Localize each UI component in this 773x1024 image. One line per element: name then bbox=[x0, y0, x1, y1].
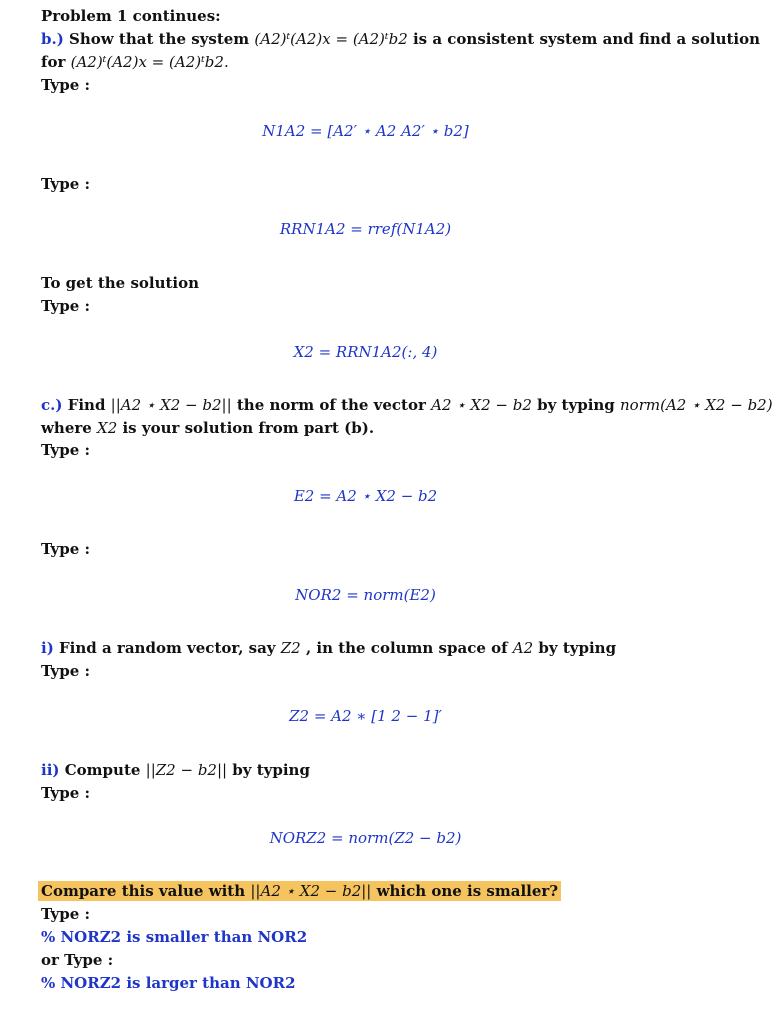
type-label: Type : bbox=[41, 905, 91, 923]
part-b-label: b.) bbox=[41, 30, 64, 48]
part-b-text-post: is a consistent system and find a solution bbox=[407, 30, 761, 48]
part-c-label: c.) bbox=[41, 396, 63, 414]
type-label: Type : bbox=[41, 175, 91, 193]
problem-header: Problem 1 continues: bbox=[41, 7, 221, 25]
part-ii-math: ||Z2 − b2|| bbox=[145, 761, 228, 779]
part-c-line2-post: is your solution from part (b). bbox=[117, 419, 375, 437]
part-b-text-pre: Show that the system bbox=[69, 30, 255, 48]
part-c-find: Find bbox=[67, 396, 111, 414]
command-x2: X2 = RRN1A2(:, 4) bbox=[293, 343, 438, 361]
compare-post: which one is smaller? bbox=[371, 882, 559, 900]
or-type-label: or Type : bbox=[41, 951, 114, 969]
part-c-by-typing: by typing bbox=[531, 396, 621, 414]
part-b-line-1 bbox=[41, 29, 760, 49]
part-i-end: by typing bbox=[533, 639, 617, 657]
part-c-math-norm: ||A2 ⋆ X2 − b2|| bbox=[110, 396, 232, 414]
command-n1a2: N1A2 = [A2′ ⋆ A2 A2′ ⋆ b2] bbox=[262, 122, 469, 140]
type-label: Type : bbox=[41, 441, 91, 459]
type-label: Type : bbox=[41, 540, 91, 558]
part-c-line-1 bbox=[41, 395, 773, 415]
part-ii-pre: Compute bbox=[64, 761, 146, 779]
part-c-line-2 bbox=[41, 418, 374, 438]
command-nor2: NOR2 = norm(E2) bbox=[295, 586, 436, 604]
compare-question bbox=[41, 881, 561, 901]
part-b-line-2 bbox=[41, 52, 229, 72]
solution-label: To get the solution bbox=[41, 274, 200, 292]
part-c-line2-pre: where bbox=[41, 419, 98, 437]
command-z2: Z2 = A2 ∗ [1 2 − 1]′ bbox=[289, 707, 442, 725]
part-c-math-vec: A2 ⋆ X2 − b2 bbox=[431, 396, 532, 414]
type-label: Type : bbox=[41, 784, 91, 802]
answer-smaller: % NORZ2 is smaller than NOR2 bbox=[41, 928, 308, 946]
part-ii-label: ii) bbox=[41, 761, 60, 779]
answer-larger: % NORZ2 is larger than NOR2 bbox=[41, 974, 296, 992]
compare-math: ||A2 ⋆ X2 − b2|| bbox=[250, 882, 372, 900]
part-i-line bbox=[41, 638, 616, 658]
part-i-post: , in the column space of bbox=[300, 639, 513, 657]
part-b-math-system: (A2)ᵗ(A2)x = (A2)ᵗb2 bbox=[254, 30, 408, 48]
type-label: Type : bbox=[41, 297, 91, 315]
part-c-line2-math: X2 bbox=[97, 419, 118, 437]
part-c-mid: the norm of the vector bbox=[231, 396, 432, 414]
compare-pre: Compare this value with bbox=[41, 882, 251, 900]
type-label: Type : bbox=[41, 76, 91, 94]
part-i-pre: Find a random vector, say bbox=[59, 639, 281, 657]
part-b-line2-pre: for bbox=[41, 53, 71, 71]
part-i-label: i) bbox=[41, 639, 54, 657]
part-c-math-cmd: norm(A2 ⋆ X2 − b2) bbox=[620, 396, 773, 414]
part-i-math: Z2 bbox=[280, 639, 301, 657]
compare-highlight bbox=[38, 881, 561, 901]
command-norz2: NORZ2 = norm(Z2 − b2) bbox=[269, 829, 462, 847]
type-label: Type : bbox=[41, 662, 91, 680]
part-i-math2: A2 bbox=[512, 639, 534, 657]
command-e2: E2 = A2 ⋆ X2 − b2 bbox=[293, 487, 438, 505]
command-rrn1a2: RRN1A2 = rref(N1A2) bbox=[279, 220, 452, 238]
part-ii-line bbox=[41, 760, 310, 780]
part-ii-post: by typing bbox=[227, 761, 310, 779]
part-b-line2-math: (A2)ᵗ(A2)x = (A2)ᵗb2. bbox=[70, 53, 229, 71]
